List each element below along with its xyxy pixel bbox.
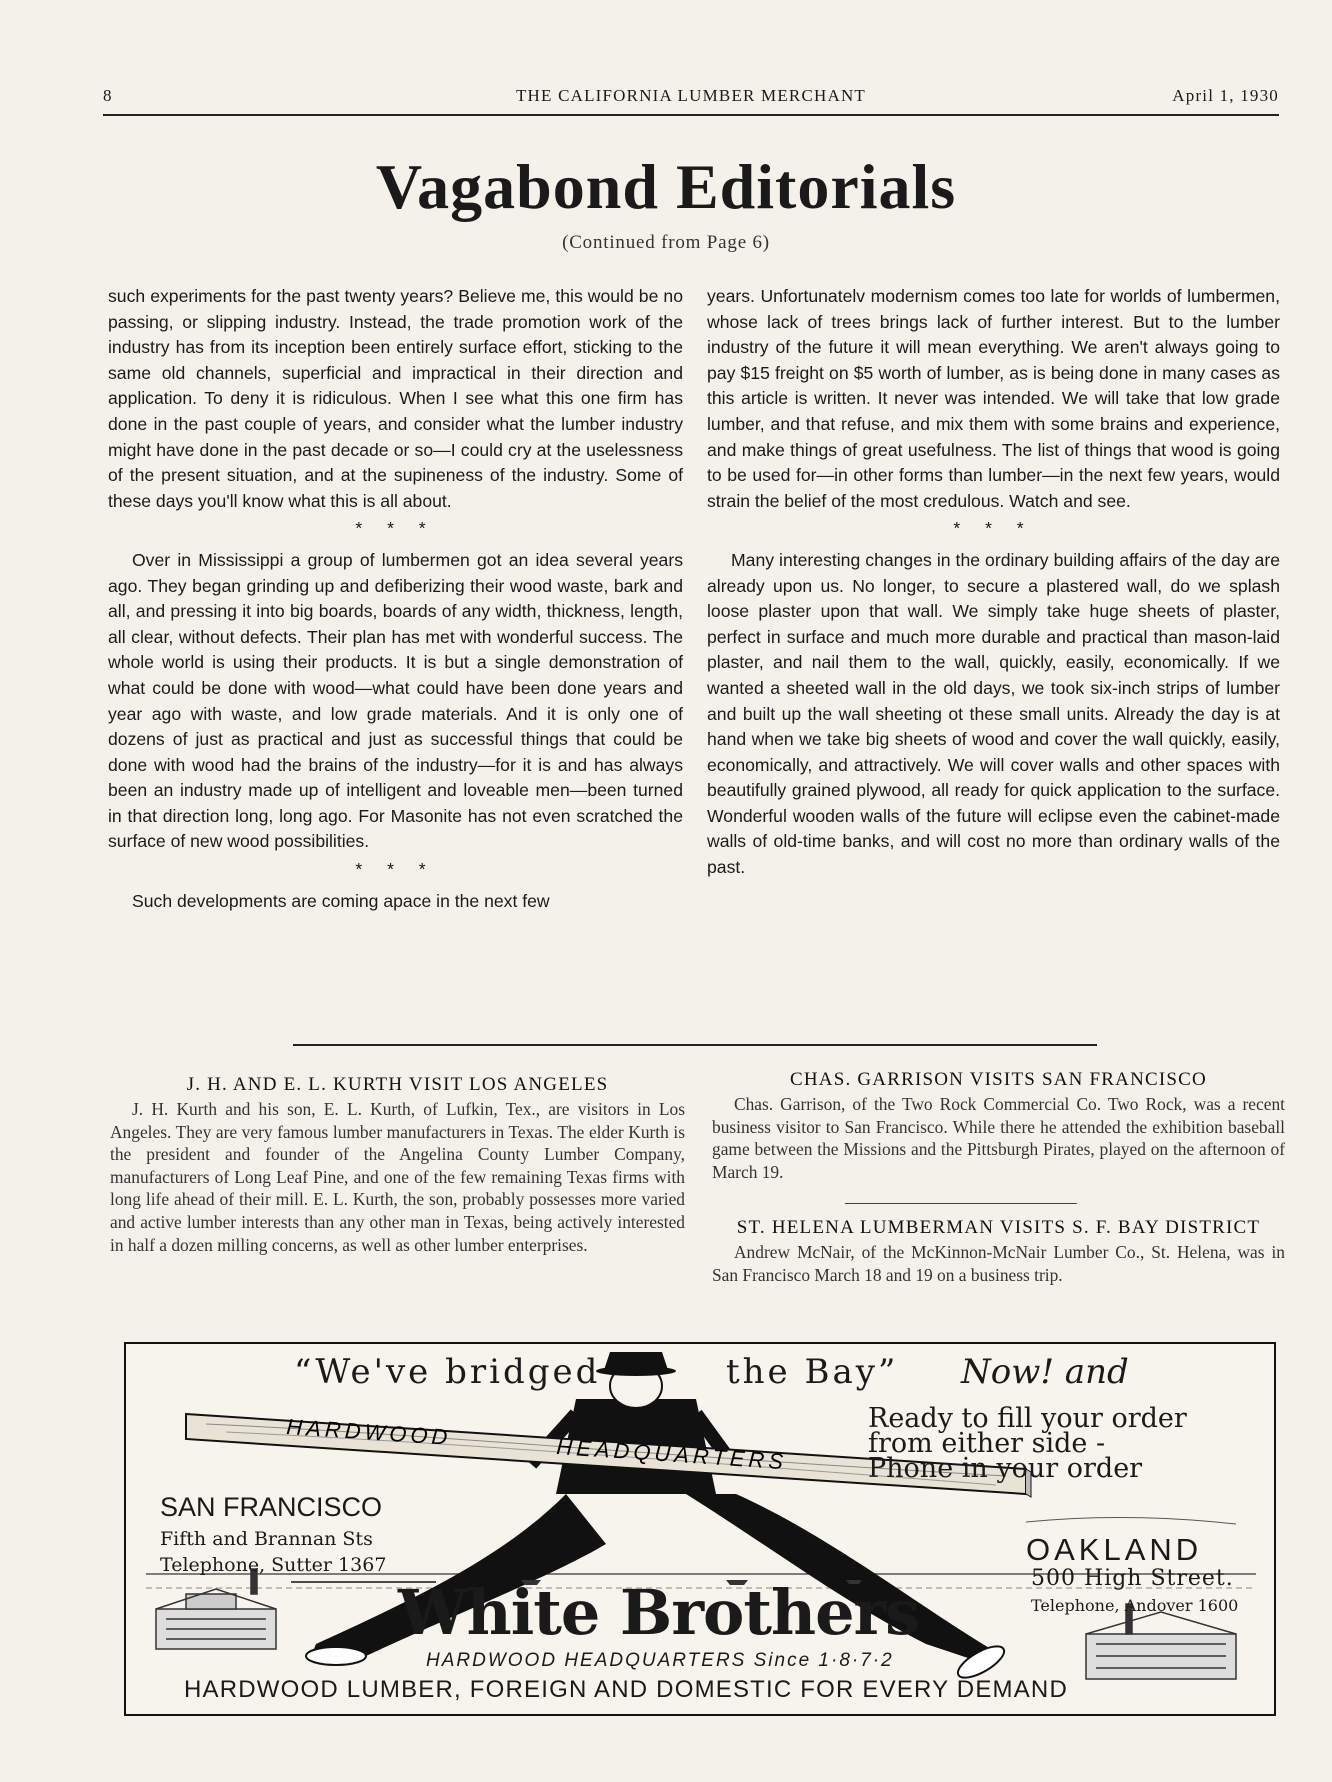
ad-ready-line: Ready to fill your order	[868, 1403, 1187, 1434]
ad-sf-address: Fifth and Brannan Sts	[160, 1528, 373, 1550]
ad-sf-city: SAN FRANCISCO	[160, 1492, 383, 1522]
ad-now: Now! and	[961, 1352, 1129, 1392]
white-brothers-advertisement	[124, 1342, 1276, 1716]
ad-oak-city: OAKLAND	[1026, 1532, 1203, 1567]
issue-date: April 1, 1930	[1172, 86, 1279, 105]
paragraph: years. Unfortunatelv modernism comes too late for worlds of lumbermen, whose lack of trees brings lack of further interest. But to the lumber industry of the future it will mean everything. We aren't always going to pay $15 freight on $5 worth of lumber, as is being done in many cases as this article is written. It never was intended. We will take that low grade lumber, and that refuse, and mix them with some brains and experience, and make things of great usefulness. The list of things that wood is going to be used for—in other forms than lumber—in the next few years, would strain the belief of the most credulous. Watch and see.	[707, 286, 1280, 511]
ad-since: HARDWOOD HEADQUARTERS Since 1·8·7·2	[426, 1650, 894, 1671]
board-text-right: HEADQUARTERS	[555, 1434, 788, 1475]
ad-tagline: HARDWOOD LUMBER, FOREIGN AND DOMESTIC FOR EVERY DEMAND	[184, 1676, 1068, 1703]
news-item-garrison	[712, 1068, 1285, 1183]
ad-ready-text	[868, 1403, 1187, 1484]
factory-right-icon	[1086, 1604, 1236, 1679]
ad-ready-line: from either side -	[868, 1428, 1106, 1459]
ad-ready-line: Phone in your order	[868, 1453, 1143, 1484]
section-separator: * * *	[355, 859, 436, 880]
paragraph: Over in Mississippi a group of lumbermen got an idea several years ago. They began grinding up and defiberizing their wood waste, bark and all, and pressing it into big boards, boards of any width, thickness, length, all clear, without defects. Their plan has met with wonderful success. The whole world is using their products. It is but a single demonstration of what could be done with wood—what could have been done years and year ago with waste, and low grade materials. And it is only one of dozens of just as practical and just as successful things that could be done with wood had the brains of the industry—for it is and has always been an industry made up of intelligent and loveable men—been turned in that direction long, long ago. For Masonite has not even scratched the surface of new wood possibilities.	[108, 549, 683, 852]
article-title: Vagabond Editorials	[375, 151, 957, 222]
news-headline: J. H. AND E. L. KURTH VISIT LOS ANGELES	[186, 1074, 609, 1095]
ad-slogan-part-2: the Bay”	[726, 1352, 899, 1392]
publication-title: THE CALIFORNIA LUMBER MERCHANT	[515, 86, 867, 105]
news-body: Chas. Garrison, of the Two Rock Commercial Co. Two Rock, was a recent business visitor to San Francisco. While there he attended the exhibition baseball game between the Missions and the Pittsburgh Pirates, played on the afternoon of March 19.	[712, 1094, 1285, 1182]
news-divider	[845, 1203, 1077, 1204]
news-item-st-helena	[712, 1216, 1285, 1286]
editorial-column-left	[108, 284, 683, 914]
board-text-left: HARDWOOD	[285, 1414, 453, 1450]
news-headline: ST. HELENA LUMBERMAN VISITS S. F. BAY DISTRICT	[736, 1217, 1261, 1238]
paragraph: Such developments are coming apace in the next few	[132, 890, 550, 911]
editorial-column-right	[707, 284, 1280, 881]
news-headline: CHAS. GARRISON VISITS SAN FRANCISCO	[790, 1069, 1207, 1090]
continued-note: (Continued from Page 6)	[562, 232, 770, 253]
paragraph: such experiments for the past twenty years? Believe me, this would be no passing, or slipping industry. Instead, the trade promotion work of the industry has from its inception been entirely surface effort, sticking to the same old channels, superficial and impractical in their direction and application. To deny it is ridiculous. When I see what this one firm has done in the past couple of years, and consider what the lumber industry might have done in the past decade or so—I could cry at the uselessness of the present situation, and at the supineness of the industry. Some of these days you'll know what this is all about.	[108, 286, 683, 511]
ad-oak-phone: Telephone, Andover 1600	[1031, 1596, 1239, 1615]
ad-slogan-part-1: “We've bridged	[294, 1352, 601, 1392]
section-rule	[293, 1044, 1097, 1046]
factory-left-icon	[156, 1569, 276, 1649]
section-separator: * * *	[953, 518, 1034, 539]
news-item-kurth	[110, 1073, 685, 1256]
news-body: J. H. Kurth and his son, E. L. Kurth, of Lufkin, Tex., are visitors in Los Angeles. They are very famous lumber manufacturers in Texas. The elder Kurth is the president and founder of the Angelina County Lumber Company, manufacturers of Long Leaf Pine, and one of the few remaining Texas firms with long life ahead of their mill. E. L. Kurth, the son, probably possesses more varied and active lumber interests than any other man in Texas, being actively interested in half a dozen milling concerns, as well as other lumber enterprises.	[110, 1099, 685, 1255]
paragraph: Many interesting changes in the ordinary building affairs of the day are already upon us. No longer, to secure a plastered wall, do we splash loose plaster upon that wall. We simply take huge sheets of plaster, perfect in surface and much more durable and practical than mason-laid plaster, and nail them to the wall, quickly, easily, economically. If we wanted a sheeted wall in the old days, we took six-inch strips of lumber and built up the wall sheeting ot these small units. Already the day is at hand when we take big sheets of wood and cover the wall quickly, easily, economically, and attractively. We will cover walls and other spaces with beautifully grained plywood, all ready for quick application to the surface. Wonderful wooden walls of the future will eclipse even the cabinet-made walls of old-time banks, and will cost no more than ordinary walls of the past.	[707, 549, 1280, 878]
news-body: Andrew McNair, of the McKinnon-McNair Lumber Co., St. Helena, was in San Francisco March 18 and 19 on a business trip.	[712, 1242, 1285, 1285]
ad-brand-name: White Brothers	[398, 1576, 920, 1649]
page-number: 8	[103, 86, 113, 105]
header-rule	[103, 114, 1279, 116]
section-separator: * * *	[355, 518, 436, 539]
ad-sf-phone: Telephone, Sutter 1367	[160, 1554, 387, 1576]
bridge-icon	[1026, 1517, 1236, 1524]
ad-oak-address: 500 High Street.	[1031, 1566, 1234, 1591]
